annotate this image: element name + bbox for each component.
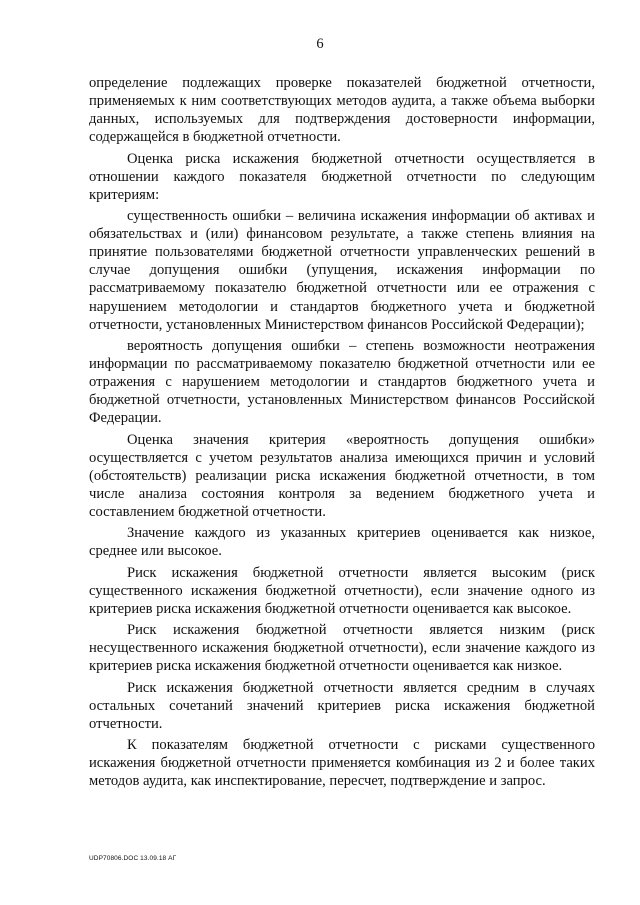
paragraph-4: вероятность допущения ошибки – степень возможности неотражения информации по рассматриваемому показателю бюджетной отчетности или ее отражения с нарушением методологии и стандартов бюджетного учета и бюджетной отчетности, установленных Министерством финансов Российской Федерации.	[89, 337, 595, 427]
document-footer: UDP70806.DOC 13.09.18 АГ	[89, 855, 177, 862]
paragraph-6: Значение каждого из указанных критериев оценивается как низкое, среднее или высокое.	[89, 525, 595, 560]
page-number: 6	[316, 36, 324, 52]
paragraph-1: определение подлежащих проверке показателей бюджетной отчетности, применяемых к ним соответствующих методов аудита, а также объема выборки данных, используемых для подтверждения достоверности информации, содержащейся в бюджетной отчетности.	[89, 75, 595, 146]
paragraph-9: Риск искажения бюджетной отчетности является средним в случаях остальных сочетаний значений критериев риска искажения бюджетной отчетности.	[89, 679, 595, 732]
paragraph-7: Риск искажения бюджетной отчетности является высоким (риск существенного искажения бюджетной отчетности), если значение одного из критериев риска искажения бюджетной отчетности оценивается как высокое.	[89, 564, 595, 617]
document-body	[89, 74, 595, 793]
paragraph-3: существенность ошибки – величина искажения информации об активах и обязательствах и (или) финансовом результате, а также степень влияния на принятие пользователями бюджетной отчетности управленческих решений в случае допущения ошибки (упущения, искажения информации по рассматриваемому показателю бюджетной отчетности или ее отражения с нарушением методологии и стандартов бюджетного учета и бюджетной отчетности, установленных Министерством финансов Российской Федерации);	[89, 208, 595, 333]
paragraph-10: К показателям бюджетной отчетности с рисками существенного искажения бюджетной отчетности применяется комбинация из 2 и более таких методов аудита, как инспектирование, пересчет, подтверждение и запрос.	[89, 736, 595, 790]
paragraph-5: Оценка значения критерия «вероятность допущения ошибки» осуществляется с учетом результатов анализа имеющихся причин и условий (обстоятельств) реализации риска искажения бюджетной отчетности, в том числе анализа состояния контроля за ведением бюджетного учета и составлением бюджетной отчетности.	[89, 431, 595, 520]
paragraph-8: Риск искажения бюджетной отчетности является низким (риск несущественного искажения бюджетной отчетности), если значение каждого из критериев риска искажения бюджетной отчетности оценивается как низкое.	[89, 622, 595, 675]
paragraph-2: Оценка риска искажения бюджетной отчетности осуществляется в отношении каждого показателя бюджетной отчетности по следующим критериям:	[89, 150, 595, 203]
